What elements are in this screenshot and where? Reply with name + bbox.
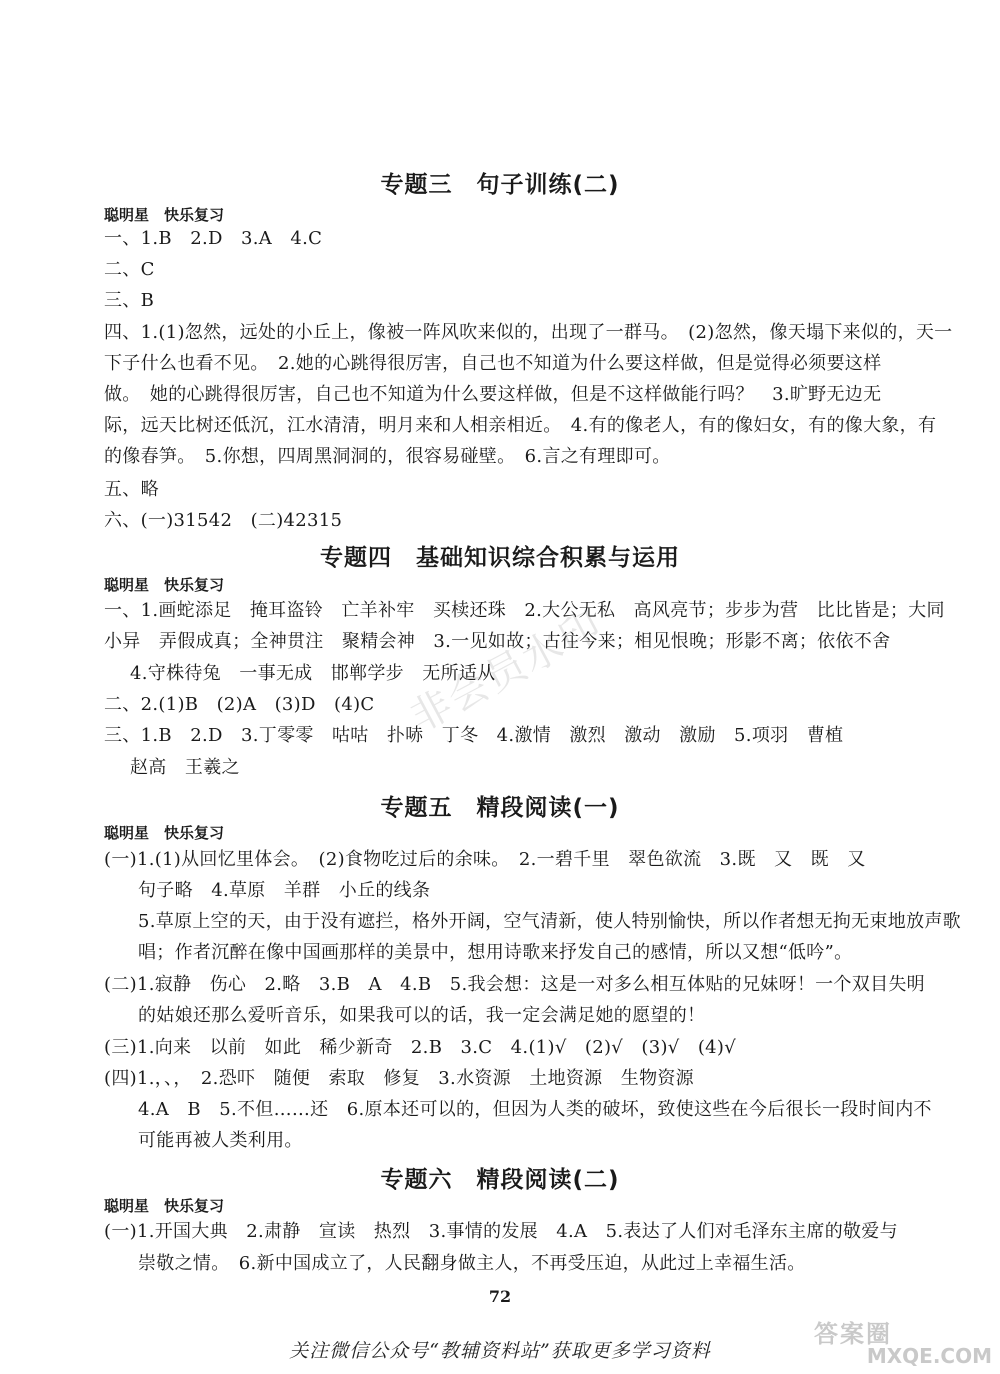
answer-line: 的像春笋。 5.你想，四周黑洞洞的，很容易碰壁。 6.言之有理即可。 <box>104 446 671 467</box>
answer-line: 一、1.B 2.D 3.A 4.C <box>104 228 323 249</box>
answer-line: (二)1.寂静 伤心 2.略 3.B A 4.B 5.我会想：这是一对多么相互体贴的兄妹呀！一个双目失明 <box>104 974 925 995</box>
answer-line: 唱；作者沉醉在像中国画那样的美景中，想用诗歌来抒发自己的感情，所以又想“低吟”。 <box>138 942 853 963</box>
answer-line: 际，远天比树还低沉，江水清清，明月来和人相亲相近。 4.有的像老人，有的像妇女，有的像大象，有 <box>104 415 937 436</box>
answer-line: 4.守株待兔 一事无成 邯郸学步 无所适从 <box>130 663 496 684</box>
answer-line: 四、1.(1)忽然，远处的小丘上，像被一阵风吹来似的，出现了一群马。 (2)忽然，像天塌下来似的，天一 <box>104 322 953 343</box>
answer-line: 句子略 4.草原 羊群 小丘的线条 <box>138 880 431 901</box>
section-subtitle-4: 聪明星 快乐复习 <box>104 576 225 594</box>
answer-line: (一)1.开国大典 2.肃静 宣读 热烈 3.事情的发展 4.A 5.表达了人们对毛泽东主席的敬爱与 <box>104 1221 898 1242</box>
section-title-5: 专题五 精段阅读(一) <box>380 795 620 821</box>
answer-line: (三)1.向来 以前 如此 稀少新奇 2.B 3.C 4.(1)√ (2)√ (3)√ (4)√ <box>104 1037 737 1058</box>
section-title-6: 专题六 精段阅读(二) <box>380 1167 620 1193</box>
watermark: 非会员水印 <box>403 601 611 742</box>
answer-line: 二、C <box>104 259 155 280</box>
section-subtitle-5: 聪明星 快乐复习 <box>104 824 225 842</box>
section-title-4: 专题四 基础知识综合积累与运用 <box>320 545 680 571</box>
answer-line: 三、B <box>104 290 155 311</box>
logo-brand-text: 答案圈 <box>814 1320 892 1348</box>
answer-line: 可能再被人类利用。 <box>138 1130 303 1151</box>
section-title-3: 专题三 句子训练(二) <box>380 172 620 198</box>
answer-line: 五、略 <box>104 479 159 500</box>
answer-line: 小异 弄假成真；全神贯注 聚精会神 3.一见如故；古往今来；相见恨晚；形影不离；依依不舍 <box>104 631 891 652</box>
answer-line: 六、(一)31542 (二)42315 <box>104 510 343 531</box>
page-number: 72 <box>488 1287 512 1306</box>
answer-line: 赵高 王羲之 <box>130 757 240 778</box>
answer-line: 崇敬之情。 6.新中国成立了，人民翻身做主人，不再受压迫，从此过上幸福生活。 <box>138 1253 806 1274</box>
answer-line: 4.A B 5.不但……还 6.原本还可以的，但因为人类的破坏，致使这些在今后很长一段时间内不 <box>138 1099 932 1120</box>
answer-line: (一)1.(1)从回忆里体会。 (2)食物吃过后的余味。 2.一碧千里 翠色欲流 3.既 又 既 又 <box>104 849 866 870</box>
answer-line: 三、1.B 2.D 3.丁零零 咕咕 扑哧 丁冬 4.激情 激烈 激动 激励 5.项羽 曹植 <box>104 725 844 746</box>
logo-site-text: MXQE.COM <box>866 1344 992 1368</box>
answer-line: 的姑娘还那么爱听音乐，如果我可以的话，我一定会满足她的愿望的！ <box>138 1005 706 1026</box>
answer-line: 做。 她的心跳得很厉害，自己也不知道为什么要这样做，但是不这样做能行吗？ 3.旷野无边无 <box>104 384 882 405</box>
footer-note: 关注微信公众号“教辅资料站”获取更多学习资料 <box>289 1340 711 1362</box>
answer-line: 二、2.(1)B (2)A (3)D (4)C <box>104 694 375 715</box>
site-logo <box>800 1308 996 1370</box>
section-subtitle-3: 聪明星 快乐复习 <box>104 206 225 224</box>
answer-line: 5.草原上空的天，由于没有遮拦，格外开阔，空气清新，使人特别愉快，所以作者想无拘无束地放声歌 <box>138 911 961 932</box>
section-subtitle-6: 聪明星 快乐复习 <box>104 1197 225 1215</box>
answer-line: 下子什么也看不见。 2.她的心跳得很厉害，自己也不知道为什么要这样做，但是觉得必须要这样 <box>104 353 882 374</box>
answer-line: 一、1.画蛇添足 掩耳盗铃 亡羊补牢 买椟还珠 2.大公无私 高风亮节；步步为营 比比皆是；大同 <box>104 600 945 621</box>
answer-line: (四)1.，、， 2.恐吓 随便 索取 修复 3.水资源 土地资源 生物资源 <box>104 1068 694 1089</box>
